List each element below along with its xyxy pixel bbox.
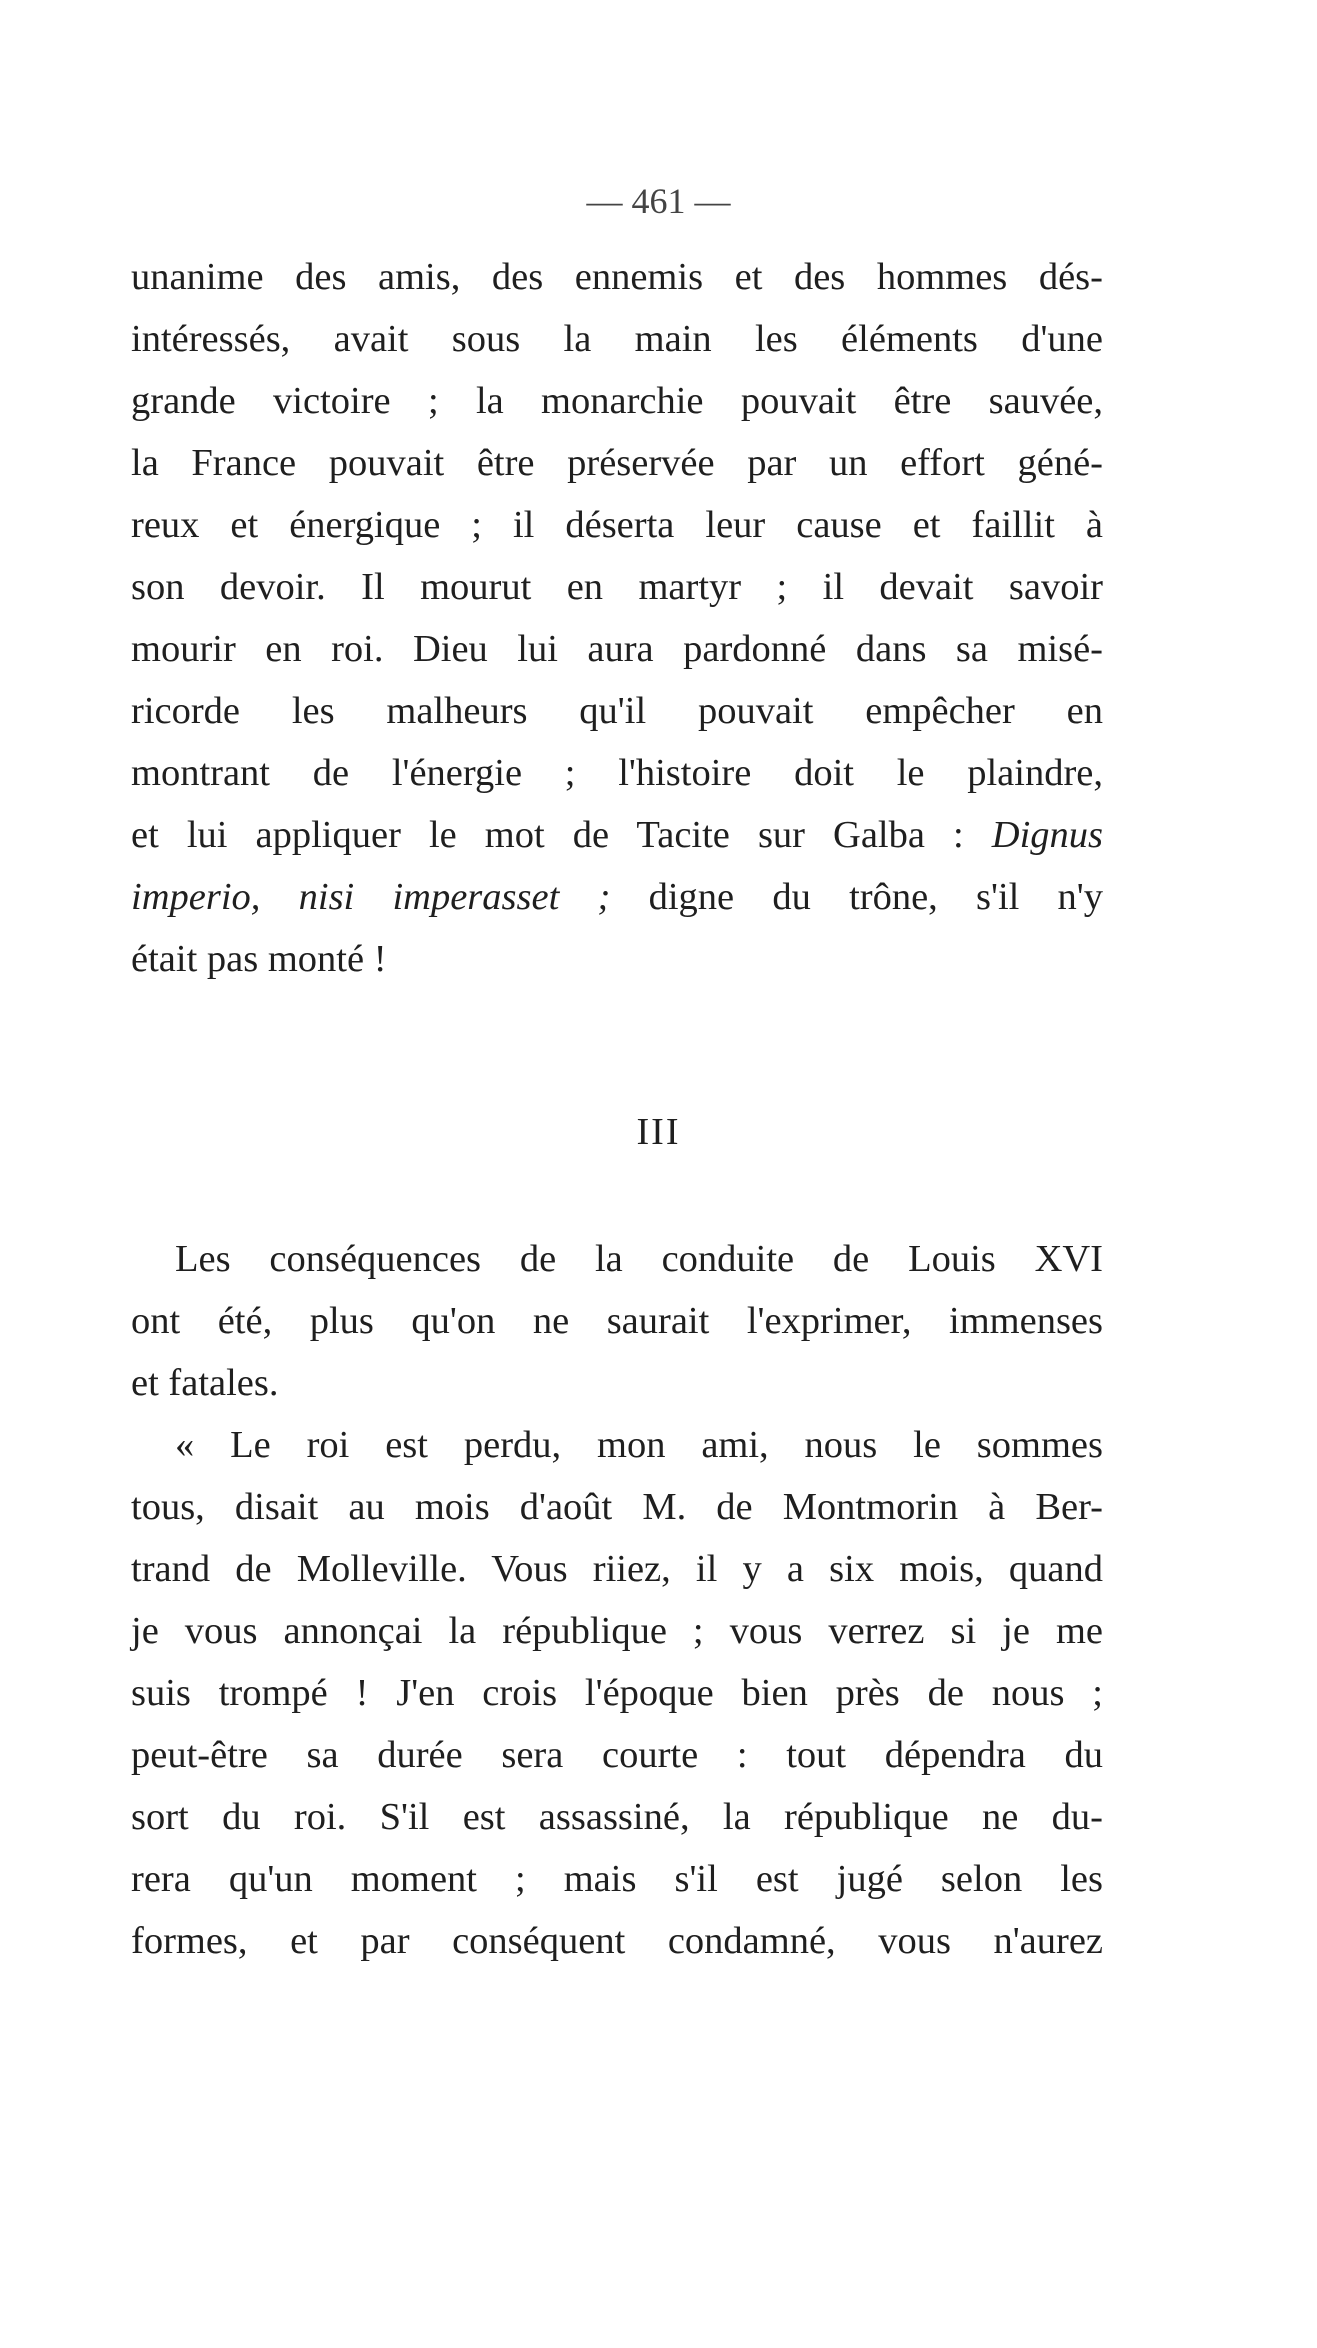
text-line: suis trompé ! J'en crois l'époque bien près de nous ; [131, 1672, 1103, 1714]
text-line: montrant de l'énergie ; l'histoire doit le plaindre, [131, 752, 1103, 794]
text-line-with-latin [131, 804, 1103, 866]
text-line: ricorde les malheurs qu'il pouvait empêcher en [131, 690, 1103, 732]
text-span: digne du trône, s'il n'y [648, 876, 1103, 918]
text-line: intéressés, avait sous la main les éléments d'une [131, 318, 1103, 360]
paragraph-2 [131, 1228, 1103, 1414]
text-line: tous, disait au mois d'août M. de Montmorin à Ber- [131, 1486, 1103, 1528]
text-line: était pas monté ! [131, 938, 387, 980]
paragraph-1 [131, 246, 1103, 990]
text-line: Les conséquences de la conduite de Louis XVI [175, 1238, 1103, 1280]
latin-quote: imperio, nisi imperasset ; [131, 876, 611, 918]
text-line: formes, et par conséquent condamné, vous n'aurez [131, 1920, 1103, 1962]
text-line: je vous annonçai la république ; vous verrez si je me [131, 1610, 1103, 1652]
text-line: sort du roi. S'il est assassiné, la république ne du- [131, 1796, 1103, 1838]
section-heading: III [636, 1111, 681, 1153]
text-line: et fatales. [131, 1362, 279, 1404]
text-line: mourir en roi. Dieu lui aura pardonné dans sa misé- [131, 628, 1103, 670]
text-line: peut-être sa durée sera courte : tout dépendra du [131, 1734, 1103, 1776]
text-line: trand de Molleville. Vous riiez, il y a six mois, quand [131, 1548, 1103, 1590]
text-line: son devoir. Il mourut en martyr ; il devait savoir [131, 566, 1103, 608]
paragraph-3 [131, 1414, 1103, 1972]
text-line: grande victoire ; la monarchie pouvait être sauvée, [131, 380, 1103, 422]
page-number: — 461 — [586, 181, 731, 221]
latin-quote: Dignus [991, 814, 1103, 856]
text-line: unanime des amis, des ennemis et des hommes dés- [131, 256, 1103, 298]
text-line: reux et énergique ; il déserta leur cause et faillit à [131, 504, 1103, 546]
text-line: ont été, plus qu'on ne saurait l'exprimer, immenses [131, 1300, 1103, 1342]
text-line-with-latin [131, 866, 1103, 928]
text-line: la France pouvait être préservée par un effort géné- [131, 442, 1103, 484]
text-line: rera qu'un moment ; mais s'il est jugé selon les [131, 1858, 1103, 1900]
text-line: « Le roi est perdu, mon ami, nous le sommes [175, 1424, 1103, 1466]
text-span: et lui appliquer le mot de Tacite sur Galba : [131, 814, 964, 856]
